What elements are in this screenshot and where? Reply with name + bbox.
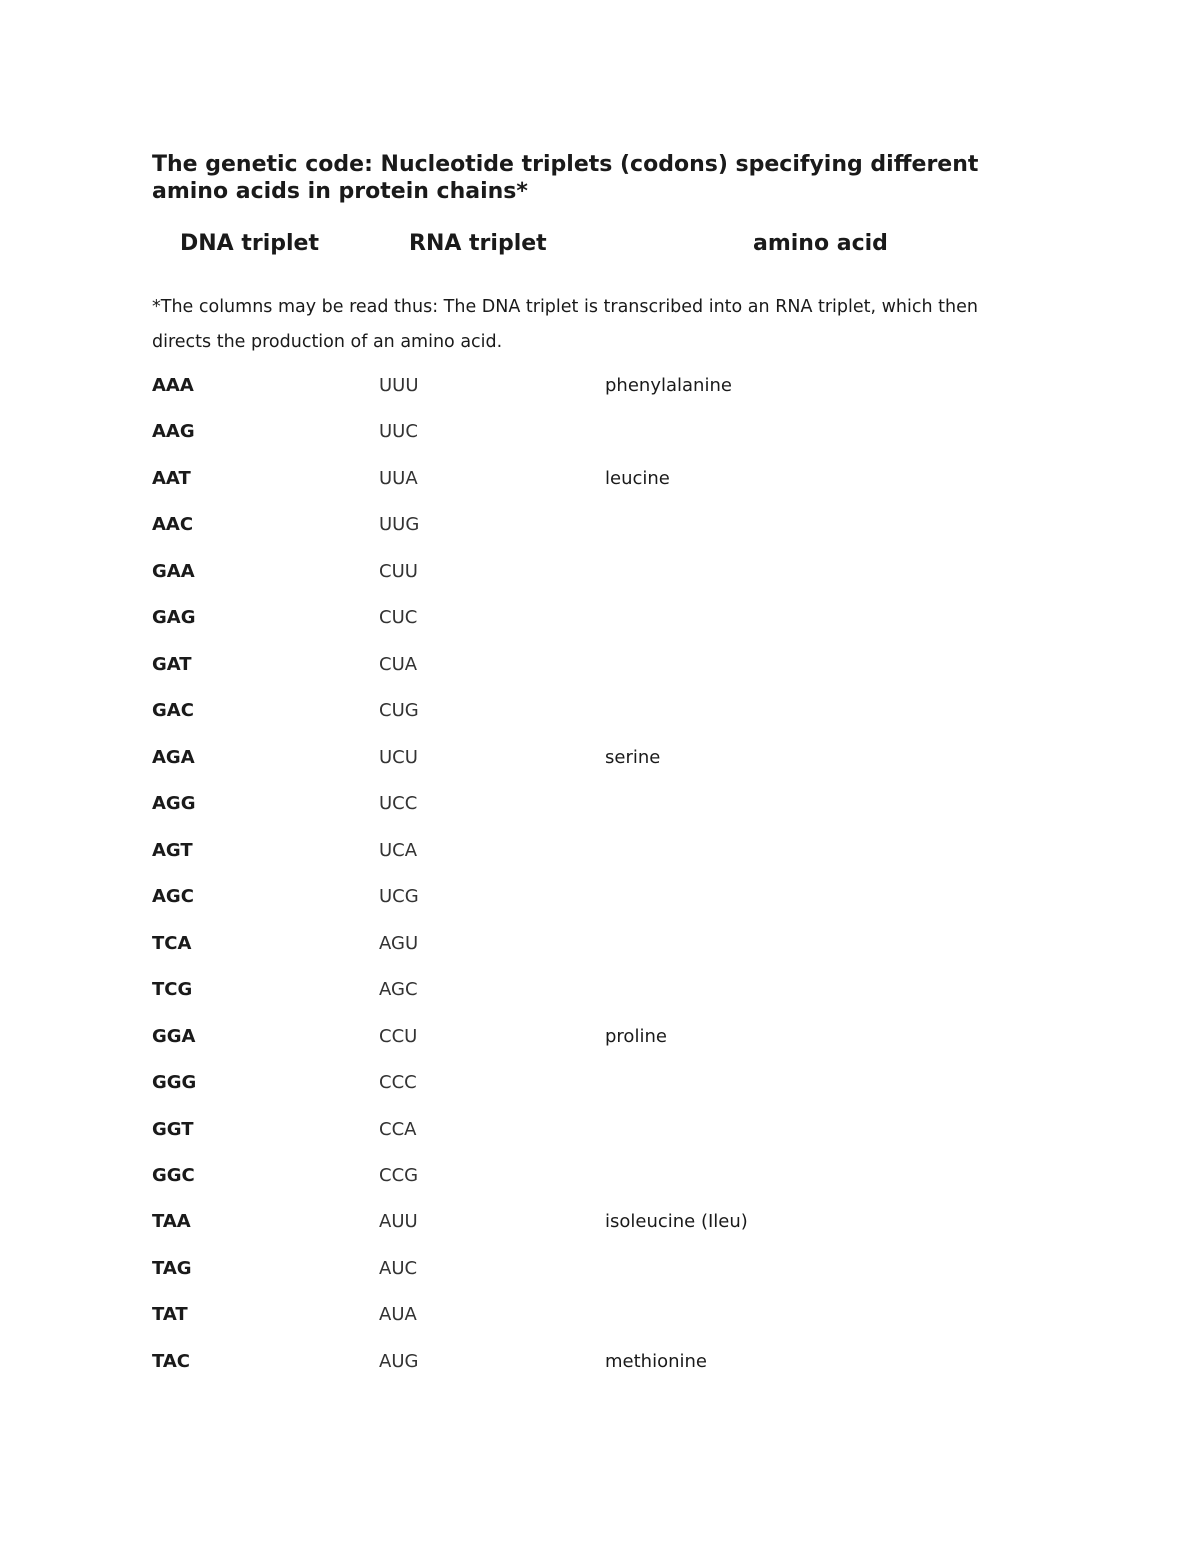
codon-row	[152, 696, 1052, 742]
codon-row	[152, 1207, 1052, 1253]
codon-row	[152, 882, 1052, 928]
rna-triplet-cell: CUG	[379, 700, 419, 722]
codon-row	[152, 1254, 1052, 1300]
dna-triplet-cell: GAG	[152, 607, 196, 629]
amino-acid-cell: phenylalanine	[605, 375, 732, 396]
codon-row	[152, 1068, 1052, 1114]
rna-triplet-cell: AGC	[379, 979, 418, 1001]
codon-row	[152, 789, 1052, 835]
rna-triplet-cell: AUU	[379, 1211, 418, 1233]
dna-triplet-cell: GGT	[152, 1118, 194, 1140]
reading-note	[152, 290, 1052, 360]
title-line: amino acids in protein chains*	[152, 179, 528, 204]
column-header-dna: DNA triplet	[180, 231, 319, 256]
codon-row	[152, 464, 1052, 510]
codon-row	[152, 650, 1052, 696]
rna-triplet-cell: CUC	[379, 607, 418, 629]
rna-triplet-cell: CCU	[379, 1025, 418, 1047]
codon-row	[152, 836, 1052, 882]
codon-row	[152, 1115, 1052, 1161]
dna-triplet-cell: GAC	[152, 700, 194, 722]
codon-row	[152, 371, 1052, 417]
dna-triplet-cell: AGC	[152, 886, 194, 908]
dna-triplet-cell: TAC	[152, 1350, 191, 1372]
amino-acid-cell: isoleucine (Ileu)	[605, 1211, 748, 1233]
rna-triplet-cell: CCA	[379, 1118, 417, 1140]
rna-triplet-cell: CUU	[379, 560, 418, 582]
dna-triplet-cell: AAT	[152, 467, 191, 489]
rna-triplet-cell: UUC	[379, 421, 418, 443]
rna-triplet-cell: UCU	[379, 746, 418, 768]
document-title	[152, 151, 1072, 205]
amino-acid-cell: serine	[605, 746, 661, 768]
codon-row	[152, 1161, 1052, 1207]
codon-row	[152, 557, 1052, 603]
codon-row	[152, 1022, 1052, 1068]
dna-triplet-cell: GGA	[152, 1025, 196, 1047]
amino-acid-cell: proline	[605, 1025, 667, 1047]
rna-triplet-cell: AUA	[379, 1304, 417, 1326]
dna-triplet-cell: AGG	[152, 793, 196, 815]
dna-triplet-cell: TAG	[152, 1257, 192, 1279]
rna-triplet-cell: CCC	[379, 1072, 417, 1094]
dna-triplet-cell: AAC	[152, 514, 194, 536]
rna-triplet-cell: CCG	[379, 1164, 419, 1186]
amino-acid-cell: methionine	[605, 1350, 707, 1372]
codon-row	[152, 1347, 1052, 1393]
dna-triplet-cell: AGT	[152, 839, 193, 861]
rna-triplet-cell: UCA	[379, 839, 418, 861]
note-line: directs the production of an amino acid.	[152, 332, 503, 352]
column-header-amino-acid: amino acid	[753, 231, 888, 256]
codon-row	[152, 975, 1052, 1021]
rna-triplet-cell: CUA	[379, 653, 418, 675]
codon-row	[152, 743, 1052, 789]
dna-triplet-cell: TCA	[152, 932, 192, 954]
amino-acid-cell: leucine	[605, 467, 670, 489]
dna-triplet-cell: GAT	[152, 653, 192, 675]
dna-triplet-cell: GGG	[152, 1072, 197, 1094]
rna-triplet-cell: AUG	[379, 1350, 419, 1372]
rna-triplet-cell: UUG	[379, 514, 420, 536]
rna-triplet-cell: UCC	[379, 793, 418, 815]
rna-triplet-cell: UUU	[379, 375, 419, 396]
dna-triplet-cell: GGC	[152, 1164, 195, 1186]
codon-row	[152, 417, 1052, 463]
dna-triplet-cell: TAT	[152, 1304, 188, 1326]
rna-triplet-cell: UUA	[379, 467, 418, 489]
rna-triplet-cell: AGU	[379, 932, 419, 954]
dna-triplet-cell: AAG	[152, 421, 195, 443]
rna-triplet-cell: UCG	[379, 886, 419, 908]
codon-table	[152, 371, 1052, 1393]
codon-row	[152, 1300, 1052, 1346]
dna-triplet-cell: AAA	[152, 375, 194, 396]
title-line: The genetic code: Nucleotide triplets (codons) specifying different	[152, 152, 979, 177]
codon-row	[152, 510, 1052, 556]
dna-triplet-cell: GAA	[152, 560, 195, 582]
dna-triplet-cell: AGA	[152, 746, 195, 768]
codon-row	[152, 603, 1052, 649]
rna-triplet-cell: AUC	[379, 1257, 418, 1279]
codon-row	[152, 929, 1052, 975]
dna-triplet-cell: TCG	[152, 979, 193, 1001]
column-header-rna: RNA triplet	[409, 231, 547, 256]
dna-triplet-cell: TAA	[152, 1211, 191, 1233]
note-line: *The columns may be read thus: The DNA triplet is transcribed into an RNA triplet, which then	[152, 297, 978, 317]
